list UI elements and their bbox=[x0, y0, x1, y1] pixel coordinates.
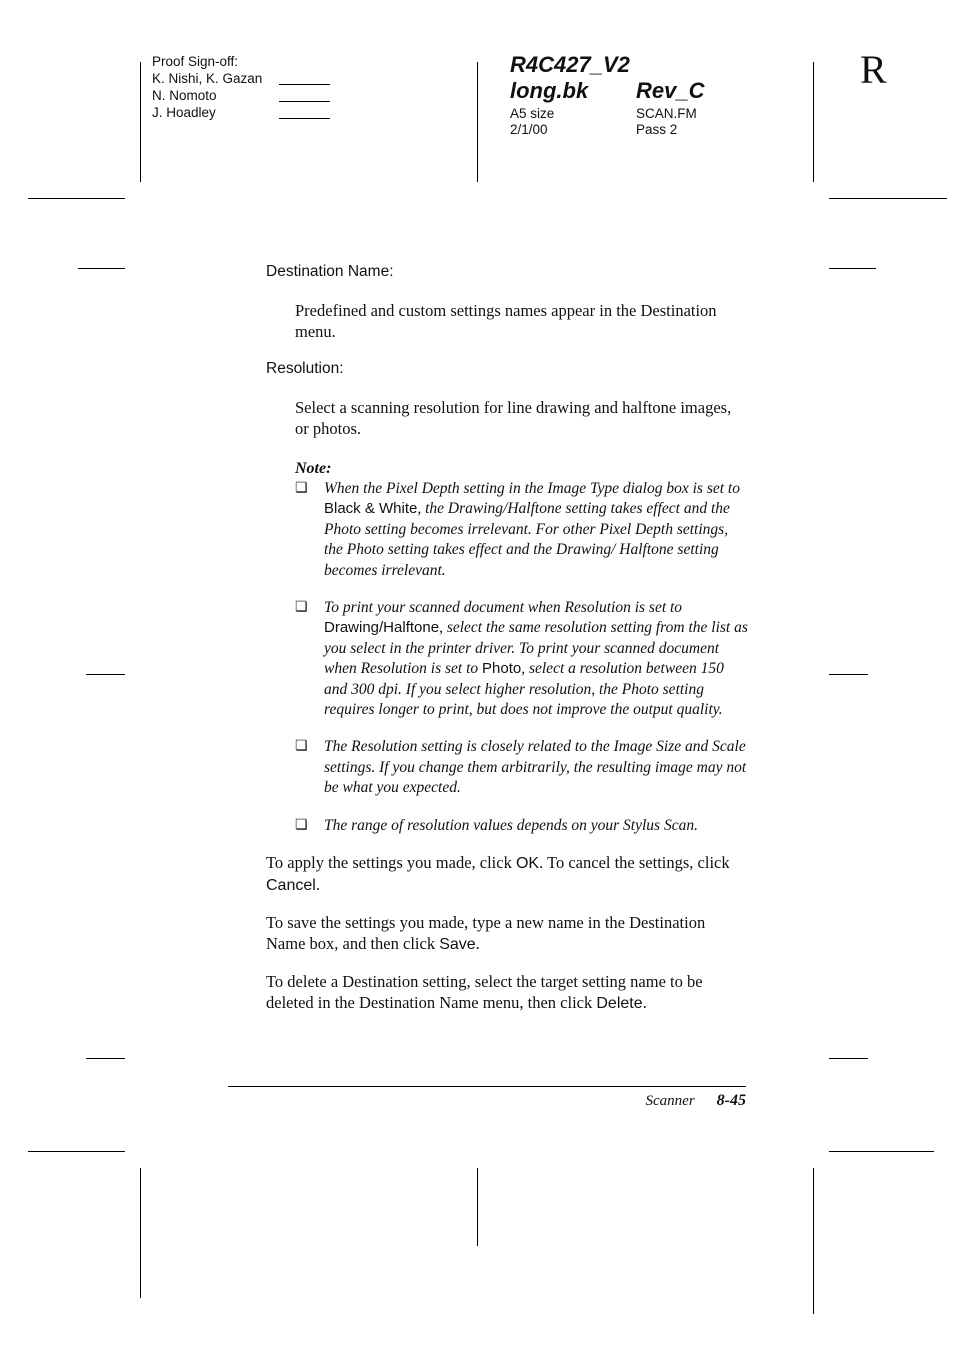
destination-name-description: Predefined and custom settings names appear in the Destination menu. bbox=[295, 301, 717, 341]
file-name: SCAN.FM bbox=[636, 106, 697, 121]
para-text: . bbox=[315, 874, 320, 894]
note-item bbox=[295, 737, 748, 798]
note-item bbox=[295, 816, 748, 836]
resolution-description: Select a scanning resolution for line drawing and halftone images, or photos. bbox=[295, 398, 732, 438]
footer-rule bbox=[228, 1086, 746, 1087]
checkbox-bullet-icon: ❏ bbox=[295, 481, 308, 496]
para-text: To delete a Destination setting, select the target setting name to be deleted in the Destination Name menu, then click bbox=[266, 972, 703, 1012]
doc-code: R4C427_V2 bbox=[510, 52, 630, 77]
ui-term: Photo bbox=[482, 660, 522, 678]
main-content bbox=[266, 262, 748, 1031]
para-text: . bbox=[642, 992, 647, 1012]
footer-text bbox=[228, 1090, 746, 1112]
note-text: The Resolution setting is closely related to the Image Size and Scale settings. If you change them arbitrarily, the resulting image may not be what you expected. bbox=[324, 738, 747, 797]
signoff-name: K. Nishi, K. Gazan bbox=[152, 71, 263, 86]
note-text: When the Pixel Depth setting in the Image Type dialog box is set to bbox=[324, 480, 740, 497]
note-item bbox=[295, 479, 748, 581]
signoff-name: N. Nomoto bbox=[152, 88, 217, 103]
proof-signoff bbox=[152, 53, 262, 121]
signoff-title: Proof Sign-off: bbox=[152, 54, 239, 69]
checkbox-bullet-icon: ❏ bbox=[295, 817, 308, 833]
signature-line bbox=[279, 84, 330, 85]
revision: Rev_C bbox=[636, 78, 705, 103]
ok-term: OK bbox=[515, 855, 540, 873]
note-list bbox=[295, 479, 748, 836]
para-text: To save the settings you made, type a new name in the Destination Name box, and then click bbox=[266, 913, 706, 953]
checkbox-bullet-icon: ❏ bbox=[295, 739, 308, 755]
note-text: , the Drawing/Halftone setting takes effect and the Photo setting becomes irrelevant. For other Pixel Depth settings, the Photo setting takes effect and the Drawing/ Halftone setting becomes irrelevant. bbox=[324, 500, 730, 579]
apply-paragraph bbox=[266, 853, 748, 896]
note-text: The range of resolution values depends on your Stylus Scan. bbox=[324, 816, 698, 834]
para-text: . bbox=[475, 933, 480, 953]
para-text: To apply the settings you made, click bbox=[266, 853, 516, 873]
note-item bbox=[295, 598, 748, 720]
pass-number: Pass 2 bbox=[636, 122, 678, 137]
section-name: Scanner bbox=[645, 1093, 695, 1109]
destination-name-heading: Destination Name: bbox=[266, 263, 394, 280]
page-number: 8-45 bbox=[716, 1092, 746, 1109]
section-letter: R bbox=[860, 47, 887, 92]
doc-date: 2/1/00 bbox=[510, 122, 548, 137]
cancel-term: Cancel bbox=[266, 876, 316, 894]
ui-term: Drawing/Halftone bbox=[324, 619, 440, 637]
delete-term: Delete bbox=[596, 994, 643, 1012]
note-title: Note: bbox=[295, 460, 332, 477]
note-text: , select the same resolution setting from the list as you select in the printer driver. To print your scanned document when Resolution is set to bbox=[324, 619, 748, 678]
save-paragraph bbox=[266, 913, 748, 955]
signoff-row bbox=[152, 87, 262, 104]
note-text: , select a resolution between 150 and 300 dpi. If you select higher resolution, the Photo setting requires longer to print, but does not improve the output quality. bbox=[324, 660, 724, 719]
signoff-name: J. Hoadley bbox=[152, 105, 216, 120]
signature-line bbox=[279, 118, 330, 119]
checkbox-bullet-icon: ❏ bbox=[295, 600, 308, 616]
para-text: . To cancel the settings, click bbox=[539, 853, 730, 873]
signature-line bbox=[279, 101, 330, 102]
save-term: Save bbox=[439, 935, 476, 953]
ui-term: Black & White bbox=[324, 500, 418, 518]
resolution-heading: Resolution: bbox=[266, 360, 344, 377]
delete-paragraph bbox=[266, 972, 748, 1014]
page-size: A5 size bbox=[510, 106, 555, 121]
note-text: To print your scanned document when Resolution is set to bbox=[324, 599, 683, 617]
book-name: long.bk bbox=[510, 78, 589, 103]
page-footer bbox=[228, 1086, 746, 1112]
signoff-row bbox=[152, 70, 262, 87]
signoff-row bbox=[152, 104, 262, 121]
